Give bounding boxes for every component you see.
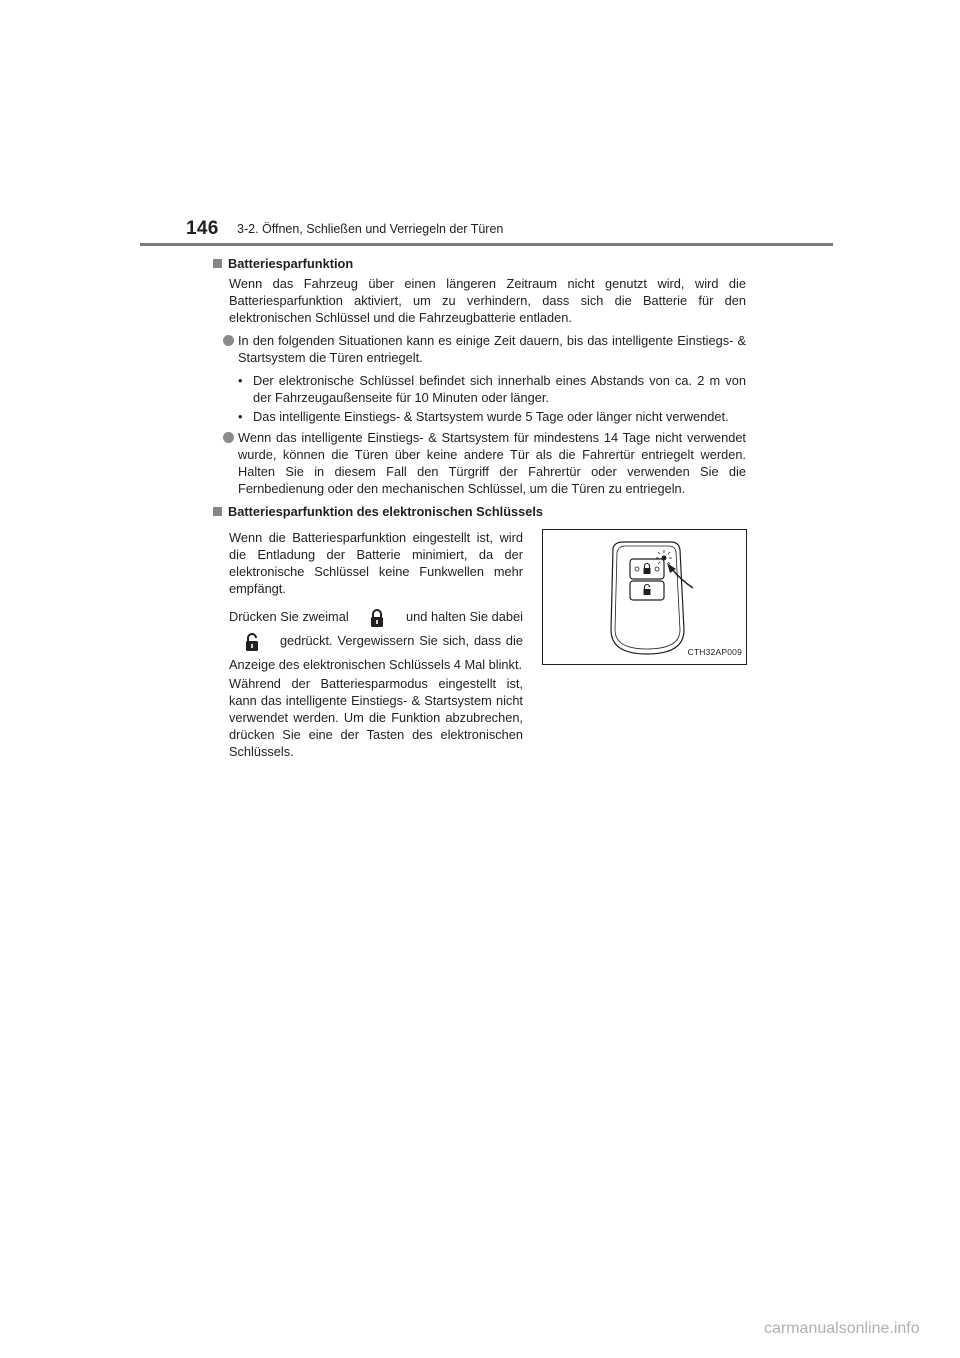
circle-bullet-icon [223,335,234,346]
watermark: carmanualsonline.info [764,1320,920,1337]
key-battery-saver-para: Wenn die Batteriesparfunktion eingestellt ist, wird die Entladung der Batterie minimiert, da der elektronische Schlüssel keine Funkwellen mehr empfängt. [229,530,523,596]
point-item [223,429,746,497]
list-item: • Das intelligente Einstiegs- & Startsystem wurde 5 Tage oder länger nicht verwendet. [238,408,746,425]
key-battery-saver-text [229,529,523,768]
figure-code: CTH32AP009 [687,647,742,657]
square-bullet-icon [213,259,222,268]
square-bullet-icon [213,507,222,516]
header-rule [140,243,833,246]
section-heading-text: Batteriesparfunktion des elektronischen Schlüssels [228,504,544,519]
bullet-list [238,372,746,425]
key-battery-saver-section [229,529,746,794]
lock-icon [366,607,388,629]
page-number: 146 [186,218,219,239]
page-content [213,255,746,794]
section-heading-battery-saver [213,255,746,272]
list-item: • Der elektronische Schlüssel befindet sich innerhalb eines Abstands von ca. 2 m von der Fahrzeugaußenseite für 10 Minuten oder länger. [238,372,746,406]
circle-bullet-icon [223,432,234,443]
key-battery-saver-instructions: Drücken Sie zweimal und halten Sie dabei gedrückt. Vergewissern Sie sich, dass die Anzeige des elektronischen Schlüssels 4 Mal blinkt. [229,605,523,677]
unlock-icon [241,631,263,653]
figure-key-fob [542,529,747,665]
point-text: In den folgenden Situationen kann es einige Zeit dauern, bis das intelligente Einstiegs- & Startsystem die Türen entriegelt. [238,333,746,365]
section-heading-key-battery-saver [213,503,746,520]
point-item [223,332,746,366]
chapter-title: 3-2. Öffnen, Schließen und Verriegeln der Türen [237,222,504,236]
point-text: Wenn das intelligente Einstiegs- & Startsystem für mindestens 14 Tage nicht verwendet wurde, können die Türen über keine andere Tür als die Fahrertür entriegelt werden. Halten Sie in diesem Fall den Türgriff der Fahrertür oder verwenden Sie die Fernbedienung oder den mechanischen Schlüssel, um die Türen zu entriegeln. [238,430,746,496]
key-battery-saver-cancel: Während der Batteriesparmodus eingestellt ist, kann das intelligente Einstiegs- & Startsystem nicht verwendet werden. Um die Funktion abzubrechen, drücken Sie eine der Tasten des elektronischen Schlüssels. [229,676,523,759]
battery-saver-intro: Wenn das Fahrzeug über einen längeren Zeitraum nicht genutzt wird, wird die Batteriesparfunktion aktiviert, um zu verhindern, dass sich die Batterie für den elektronischen Schlüssel und die Fahrzeugbatterie entladen. [229,276,746,325]
section-heading-text: Batteriesparfunktion [228,256,354,271]
